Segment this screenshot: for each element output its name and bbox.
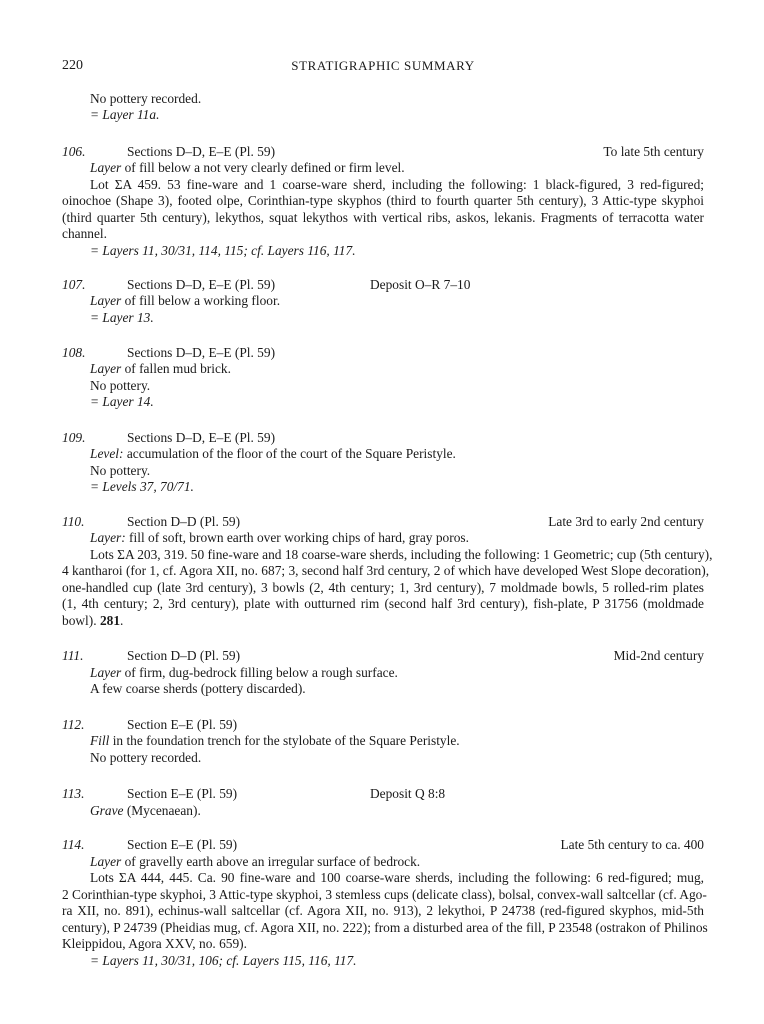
entry-date: To late 5th century [603,144,704,159]
entry-section: Section E–E (Pl. 59) [127,717,238,732]
entry-number: 111. [62,648,84,663]
entry-description [90,160,405,177]
entry-number: 109. [62,430,86,445]
entry-number: 114. [62,837,85,852]
entry-number: 112. [62,717,85,732]
entry-description-text: accumulation of the floor of the court of the Square Peristyle. [123,446,456,461]
running-title: STRATIGRAPHIC SUMMARY [291,58,475,73]
entry-section: Sections D–D, E–E (Pl. 59) [127,430,276,445]
entry-note: No pottery. [90,378,151,393]
entry-section: Section E–E (Pl. 59) [127,786,238,801]
lot-line: 2 Corinthian-type skyphoi, 3 Attic-type skyphoi, 3 stemless cups (delicate class), bolsal, convex-wall saltcellar (cf. Ago- [62,887,707,902]
entry-description-lead: Layer [90,160,122,175]
page-number: 220 [62,58,83,73]
entry-description [90,665,398,682]
lot-line: oinochoe (Shape 3), footed olpe, Corinthian-type skyphos (third to fourth quarter 5th century), 3 Attic-type skyphoi [62,193,704,208]
entry-description [90,530,469,547]
entry-description [90,446,456,463]
entry-section: Section D–D (Pl. 59) [127,648,241,663]
entry-description-lead: Fill [90,733,110,748]
entry-description [90,361,231,378]
entry-description-text: of fill below a not very clearly defined or firm level. [121,160,405,175]
lot-line: (third quarter 5th century), lekythos, squat lekythos with vertical ribs, askos, lekanis. Fragments of terracotta water [62,210,704,225]
entry-description-text: (Mycenaean). [123,803,201,818]
entry-section: Section D–D (Pl. 59) [127,514,241,529]
lot-line: Lots ΣA 203, 319. 50 fine-ware and 18 coarse-ware sherds, including the following: 1 Geometric; cup (5th century), [90,547,713,562]
entry-section: Section E–E (Pl. 59) [127,837,238,852]
entry-description [90,854,420,871]
entry-description-text: of fallen mud brick. [121,361,231,376]
entry-xref: = Layer 14. [90,394,154,409]
lot-line [62,613,123,630]
entry-description-text: in the foundation trench for the stylobate of the Square Peristyle. [109,733,460,748]
page [62,0,713,1024]
entry-description [90,803,201,820]
lot-line: channel. [62,226,107,241]
entry-xref: = Layers 11, 30/31, 106; cf. Layers 115, 116, 117. [90,953,357,968]
entry-description-lead: Layer [90,293,122,308]
entry-deposit: Deposit O–R 7–10 [370,277,471,292]
top-note: No pottery recorded. [90,91,202,106]
entry-number: 110. [62,514,85,529]
lot-line: Lots ΣA 444, 445. Ca. 90 fine-ware and 100 coarse-ware sherds, including the following: 6 red-figured; mug, [90,870,704,885]
entry-xref: = Levels 37, 70/71. [90,479,194,494]
entry-note: No pottery. [90,463,151,478]
lot-line: Kleippidou, Agora XXV, no. 659). [62,936,247,951]
entry-description-lead: Layer [90,665,122,680]
top-xref: = Layer 11a. [90,107,160,122]
entry-note: A few coarse sherds (pottery discarded). [90,681,306,696]
entry-number: 106. [62,144,86,159]
entry-description-lead: Level: [90,446,124,461]
entry-number: 113. [62,786,85,801]
entry-number: 107. [62,277,86,292]
entry-date: Mid-2nd century [613,648,704,663]
entry-description-text: of gravelly earth above an irregular surface of bedrock. [121,854,421,869]
lot-line: (1, 4th century; 2, 3rd century), plate with outturned rim (second half 3rd century), fish-plate, P 31756 (moldmade [62,596,704,611]
lot-line: one-handled cup (late 3rd century), 3 bowls (2, 4th century; 1, 3rd century), 7 moldmade bowls, 5 rolled-rim plates [62,580,704,595]
entry-xref: = Layers 11, 30/31, 114, 115; cf. Layers 116, 117. [90,243,356,258]
entry-description [90,733,460,750]
entry-section: Sections D–D, E–E (Pl. 59) [127,144,276,159]
entry-description [90,293,280,310]
entry-section: Sections D–D, E–E (Pl. 59) [127,345,276,360]
lot-text: . [120,613,124,628]
entry-description-lead: Layer [90,854,122,869]
entry-description-text: fill of soft, brown earth over working chips of hard, gray poros. [125,530,469,545]
lot-line: Lot ΣA 459. 53 fine-ware and 1 coarse-ware sherd, including the following: 1 black-figured, 3 red-figured; [90,177,704,192]
entry-date: Late 5th century to ca. 400 [560,837,704,852]
entry-deposit: Deposit Q 8:8 [370,786,446,801]
entry-description-lead: Layer [90,361,122,376]
entry-description-text: of fill below a working floor. [121,293,281,308]
page-header [62,58,704,76]
entry-description-text: of firm, dug-bedrock filling below a rough surface. [121,665,398,680]
lot-text: bowl). [62,613,100,628]
entry-date: Late 3rd to early 2nd century [548,514,704,529]
lot-line: 4 kantharoi (for 1, cf. Agora XII, no. 687; 3, second half 3rd century, 2 of which have developed West Slope decoration), [62,563,710,578]
entry-description-lead: Grave [90,803,124,818]
entry-note: No pottery recorded. [90,750,202,765]
entry-section: Sections D–D, E–E (Pl. 59) [127,277,276,292]
lot-line: ra XII, no. 891), echinus-wall saltcellar (cf. Agora XII, no. 913), 2 lekythoi, P 24738 (red-figured skyphos, mid-5th [62,903,704,918]
lot-line: century), P 24739 (Pheidias mug, cf. Agora XII, no. 222); from a disturbed area of the fill, P 23548 (ostrakon of Philinos [62,920,708,935]
entry-number: 108. [62,345,86,360]
entry-xref: = Layer 13. [90,310,154,325]
catalogue-number: 281 [99,613,121,628]
entry-description-lead: Layer: [90,530,126,545]
